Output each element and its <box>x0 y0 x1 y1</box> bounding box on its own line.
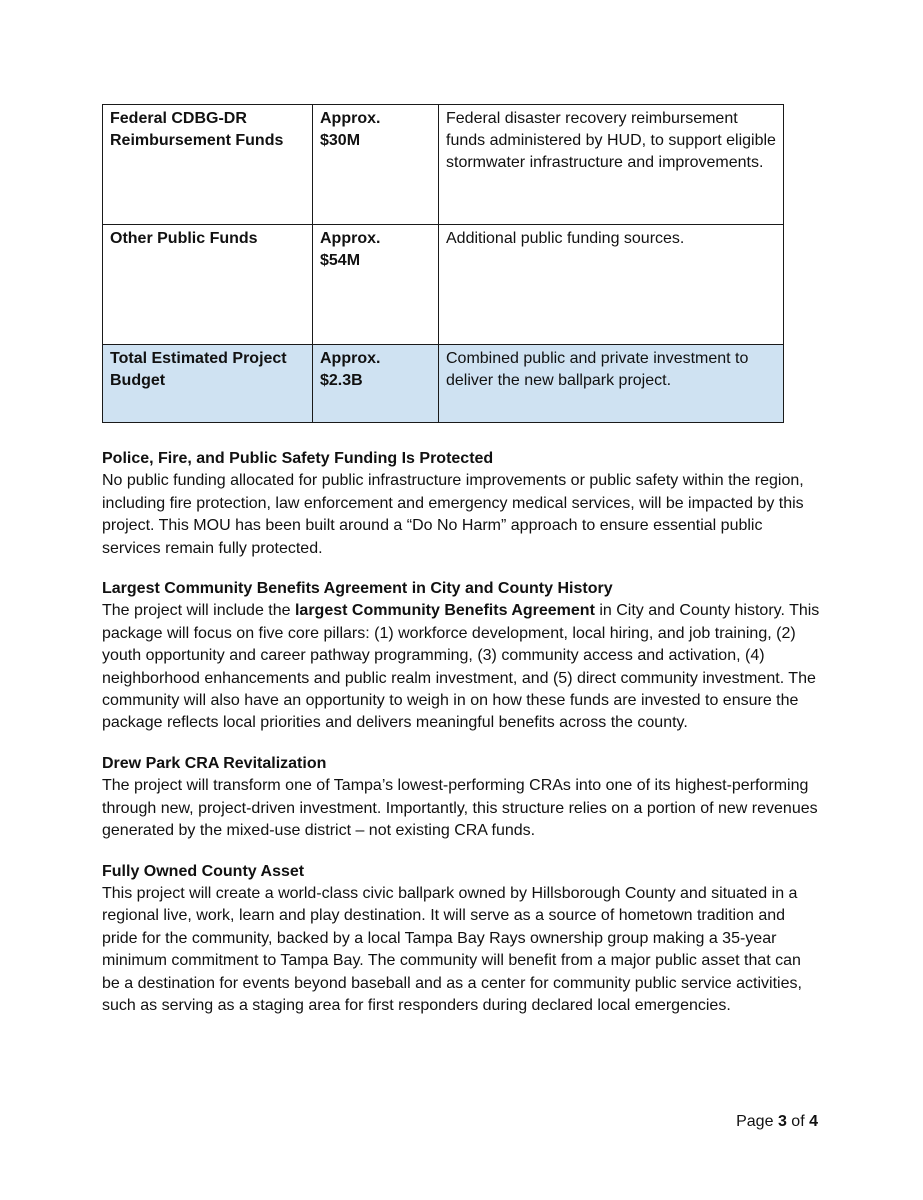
of-word: of <box>791 1113 805 1130</box>
section-community-benefits <box>102 578 822 735</box>
funding-source-cell: Federal CDBG-DR Reimbursement Funds <box>103 105 313 225</box>
section-body <box>102 600 822 734</box>
section-heading: Drew Park CRA Revitalization <box>102 754 327 772</box>
section-public-safety <box>102 448 822 560</box>
funding-source-cell: Total Estimated Project Budget <box>103 345 313 423</box>
table-row <box>103 105 784 225</box>
funding-description-cell: Additional public funding sources. <box>439 225 784 345</box>
page-number <box>700 1111 818 1133</box>
section-body: The project will transform one of Tampa’s lowest-performing CRAs into one of its highest-performing through new, project-driven investment. Importantly, this structure relies on a portion of new revenues generated by the mixed-use district – not existing CRA funds. <box>102 777 818 840</box>
amount-value: $2.3B <box>320 372 363 389</box>
amount-prefix: Approx. <box>320 110 381 127</box>
section-heading: Largest Community Benefits Agreement in City and County History <box>102 580 613 598</box>
body-sections <box>102 448 822 1035</box>
body-text: The project will include the <box>102 602 295 620</box>
funding-amount-cell <box>313 225 439 345</box>
table-row-total <box>103 345 784 423</box>
section-heading: Police, Fire, and Public Safety Funding Is Protected <box>102 450 494 467</box>
amount-value: $30M <box>320 132 361 149</box>
body-text: in City and County history. This package will focus on five core pillars: (1) workforce development, local hiring, and job training, (2) youth opportunity and career pathway programming, (3) community access and activation, (4) neighborhood enhancements and public realm investment, and (5) direct community investment. The community will also have an opportunity to weigh in on how these funds are invested to ensure the package reflects local priorities and delivers meaningful benefits across the county. <box>102 602 820 732</box>
section-body: This project will create a world-class civic ballpark owned by Hillsborough County and situated in a regional live, work, learn and play destination. It will serve as a source of hometown tradition and pride for the community, backed by a local Tampa Bay Rays ownership group making a 35-year minimum commitment to Tampa Bay. The community will benefit from a major public asset that can be a destination for events beyond baseball and as a center for community public service activities, such as serving as a staging area for first responders during declared local emergencies. <box>102 884 802 1014</box>
section-county-asset <box>102 861 822 1018</box>
section-body: No public funding allocated for public infrastructure improvements or public safety within the region, including fire protection, law enforcement and emergency medical services, will be impacted by this project. This MOU has been built around a “Do No Harm” approach to ensure essential public services remain fully protected. <box>102 472 804 557</box>
section-heading: Fully Owned County Asset <box>102 862 305 880</box>
page-word: Page <box>736 1113 774 1130</box>
section-drew-park <box>102 753 822 843</box>
amount-value: $54M <box>320 252 361 269</box>
funding-table <box>102 104 784 423</box>
funding-amount-cell <box>313 345 439 423</box>
funding-description-cell: Combined public and private investment to deliver the new ballpark project. <box>439 345 784 423</box>
funding-source-cell: Other Public Funds <box>103 225 313 345</box>
body-emphasis: largest Community Benefits Agreement <box>294 602 595 620</box>
funding-amount-cell <box>313 105 439 225</box>
current-page: 3 <box>777 1113 787 1130</box>
amount-prefix: Approx. <box>320 350 381 367</box>
funding-description-cell: Federal disaster recovery reimbursement funds administered by HUD, to support eligible stormwater infrastructure and improvements. <box>439 105 784 225</box>
table-row <box>103 225 784 345</box>
total-pages: 4 <box>809 1113 818 1130</box>
amount-prefix: Approx. <box>320 230 381 247</box>
